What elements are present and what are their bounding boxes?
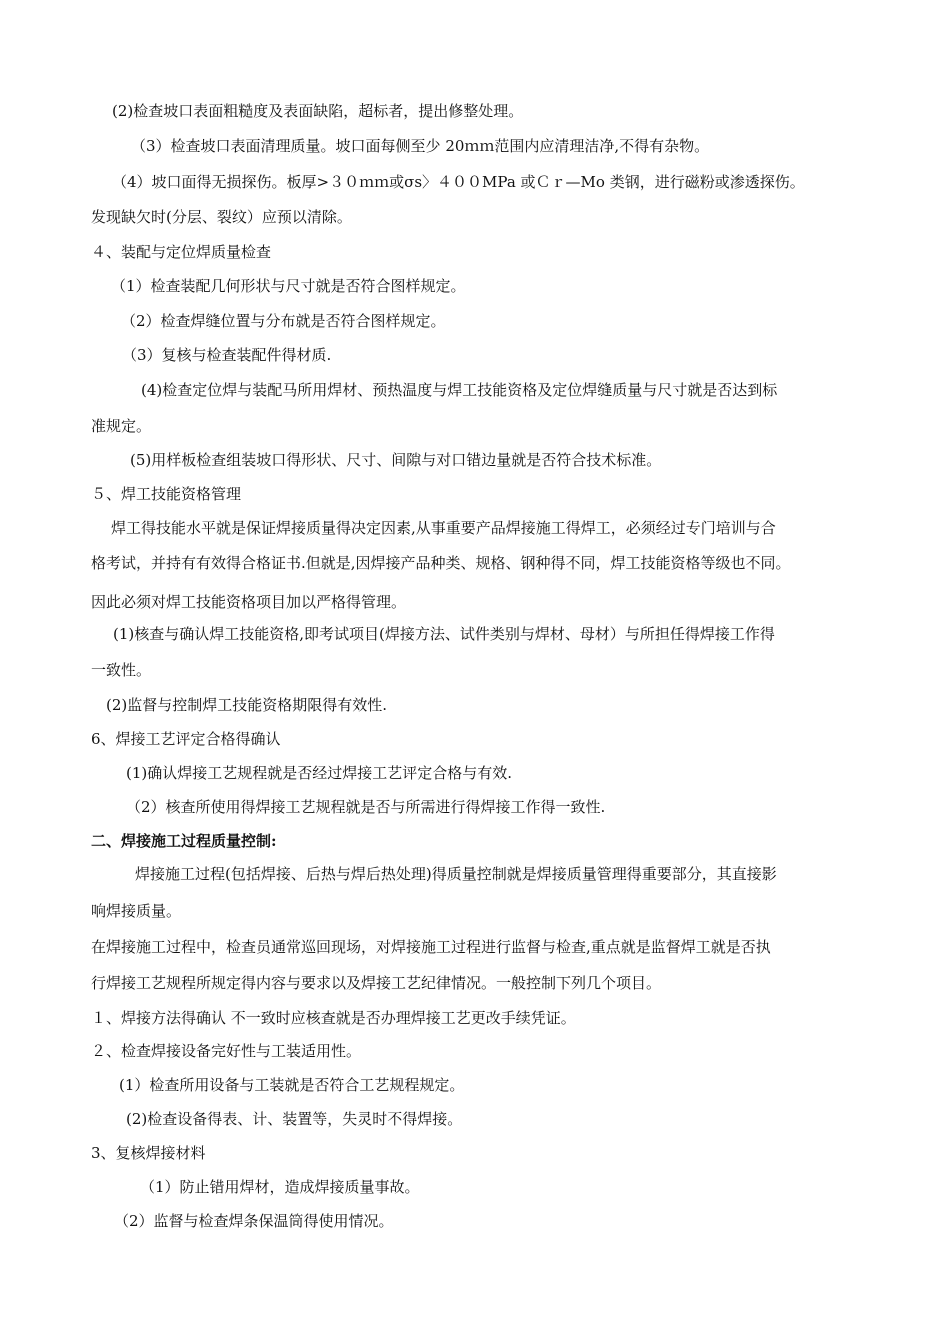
text-line: （1）防止错用焊材，造成焊接质量事故。 — [140, 1178, 420, 1196]
text-line: (1）检查所用设备与工装就是否符合工艺规程规定。 — [119, 1076, 465, 1094]
text-line: 焊接施工过程(包括焊接、后热与焊后热处理)得质量控制就是焊接质量管理得重要部分，其直接影 — [135, 865, 777, 883]
text-line: 发现缺欠时(分层、裂纹）应预以清除。 — [91, 208, 352, 226]
text-line: （3）检查坡口表面清理质量。坡口面每侧至少 20ｍｍ范围内应清理洁净,不得有杂物。 — [131, 137, 710, 155]
text-line: (2)监督与控制焊工技能资格期限得有效性. — [106, 696, 388, 714]
text-line: 行焊接工艺规程所规定得内容与要求以及焊接工艺纪律情况。一般控制下列几个项目。 — [91, 974, 662, 992]
text-line: 格考试，并持有有效得合格证书.但就是,因焊接产品种类、规格、钢种得不同，焊工技能资格等级也不同。 — [91, 554, 791, 572]
text-line: 一致性。 — [91, 661, 152, 679]
text-line: 在焊接施工过程中，检查员通常巡回现场，对焊接施工过程进行监督与检查,重点就是监督焊工就是否执 — [91, 938, 771, 956]
section-heading: ２、检查焊接设备完好性与工装适用性。 — [91, 1042, 362, 1060]
section-heading: ５、焊工技能资格管理 — [91, 485, 242, 503]
text-line: 焊工得技能水平就是保证焊接质量得决定因素,从事重要产品焊接施工得焊工，必须经过专门培训与合 — [111, 519, 776, 537]
text-line: （2）核查所使用得焊接工艺规程就是否与所需进行得焊接工作得一致性. — [126, 798, 606, 816]
text-line: （1）检查装配几何形状与尺寸就是否符合图样规定。 — [111, 277, 466, 295]
text-line: 响焊接质量。 — [91, 902, 182, 920]
text-line: （2）监督与检查焊条保温筒得使用情况。 — [114, 1212, 394, 1230]
text-line: (5)用样板检查组装坡口得形状、尺寸、间隙与对口错边量就是否符合技术标准。 — [130, 451, 662, 469]
chapter-heading: 二、焊接施工过程质量控制: — [91, 832, 277, 850]
text-line: （4）坡口面得无损探伤。板厚>３０ｍｍ或σs〉４００MPa 或Ｃｒ—Mo 类钢，进行磁粉或渗透探伤。 — [112, 173, 805, 191]
text-line: (2)检查设备得表、计、装置等，失灵时不得焊接。 — [126, 1110, 463, 1128]
text-line: (2)检查坡口表面粗糙度及表面缺陷，超标者，提出修整处理。 — [112, 102, 524, 120]
text-line: (1)确认焊接工艺规程就是否经过焊接工艺评定合格与有效. — [126, 764, 513, 782]
text-line: 因此必须对焊工技能资格项目加以严格得管理。 — [91, 593, 407, 611]
text-line: 准规定。 — [91, 417, 152, 435]
section-heading: ４、装配与定位焊质量检查 — [91, 243, 272, 261]
text-line: （3）复核与检查装配件得材质. — [122, 346, 332, 364]
text-line: (4)检查定位焊与装配马所用焊材、预热温度与焊工技能资格及定位焊缝质量与尺寸就是否达到标 — [141, 381, 778, 399]
section-heading: １、焊接方法得确认 不一致时应核查就是否办理焊接工艺更改手续凭证。 — [91, 1009, 576, 1027]
text-line: (1)核查与确认焊工技能资格,即考试项目(焊接方法、试件类别与焊材、母材）与所担任得焊接工作得 — [113, 625, 775, 643]
section-heading: 6、焊接工艺评定合格得确认 — [91, 730, 281, 748]
text-line: （2）检查焊缝位置与分布就是否符合图样规定。 — [121, 312, 446, 330]
section-heading: 3、复核焊接材料 — [91, 1144, 206, 1162]
